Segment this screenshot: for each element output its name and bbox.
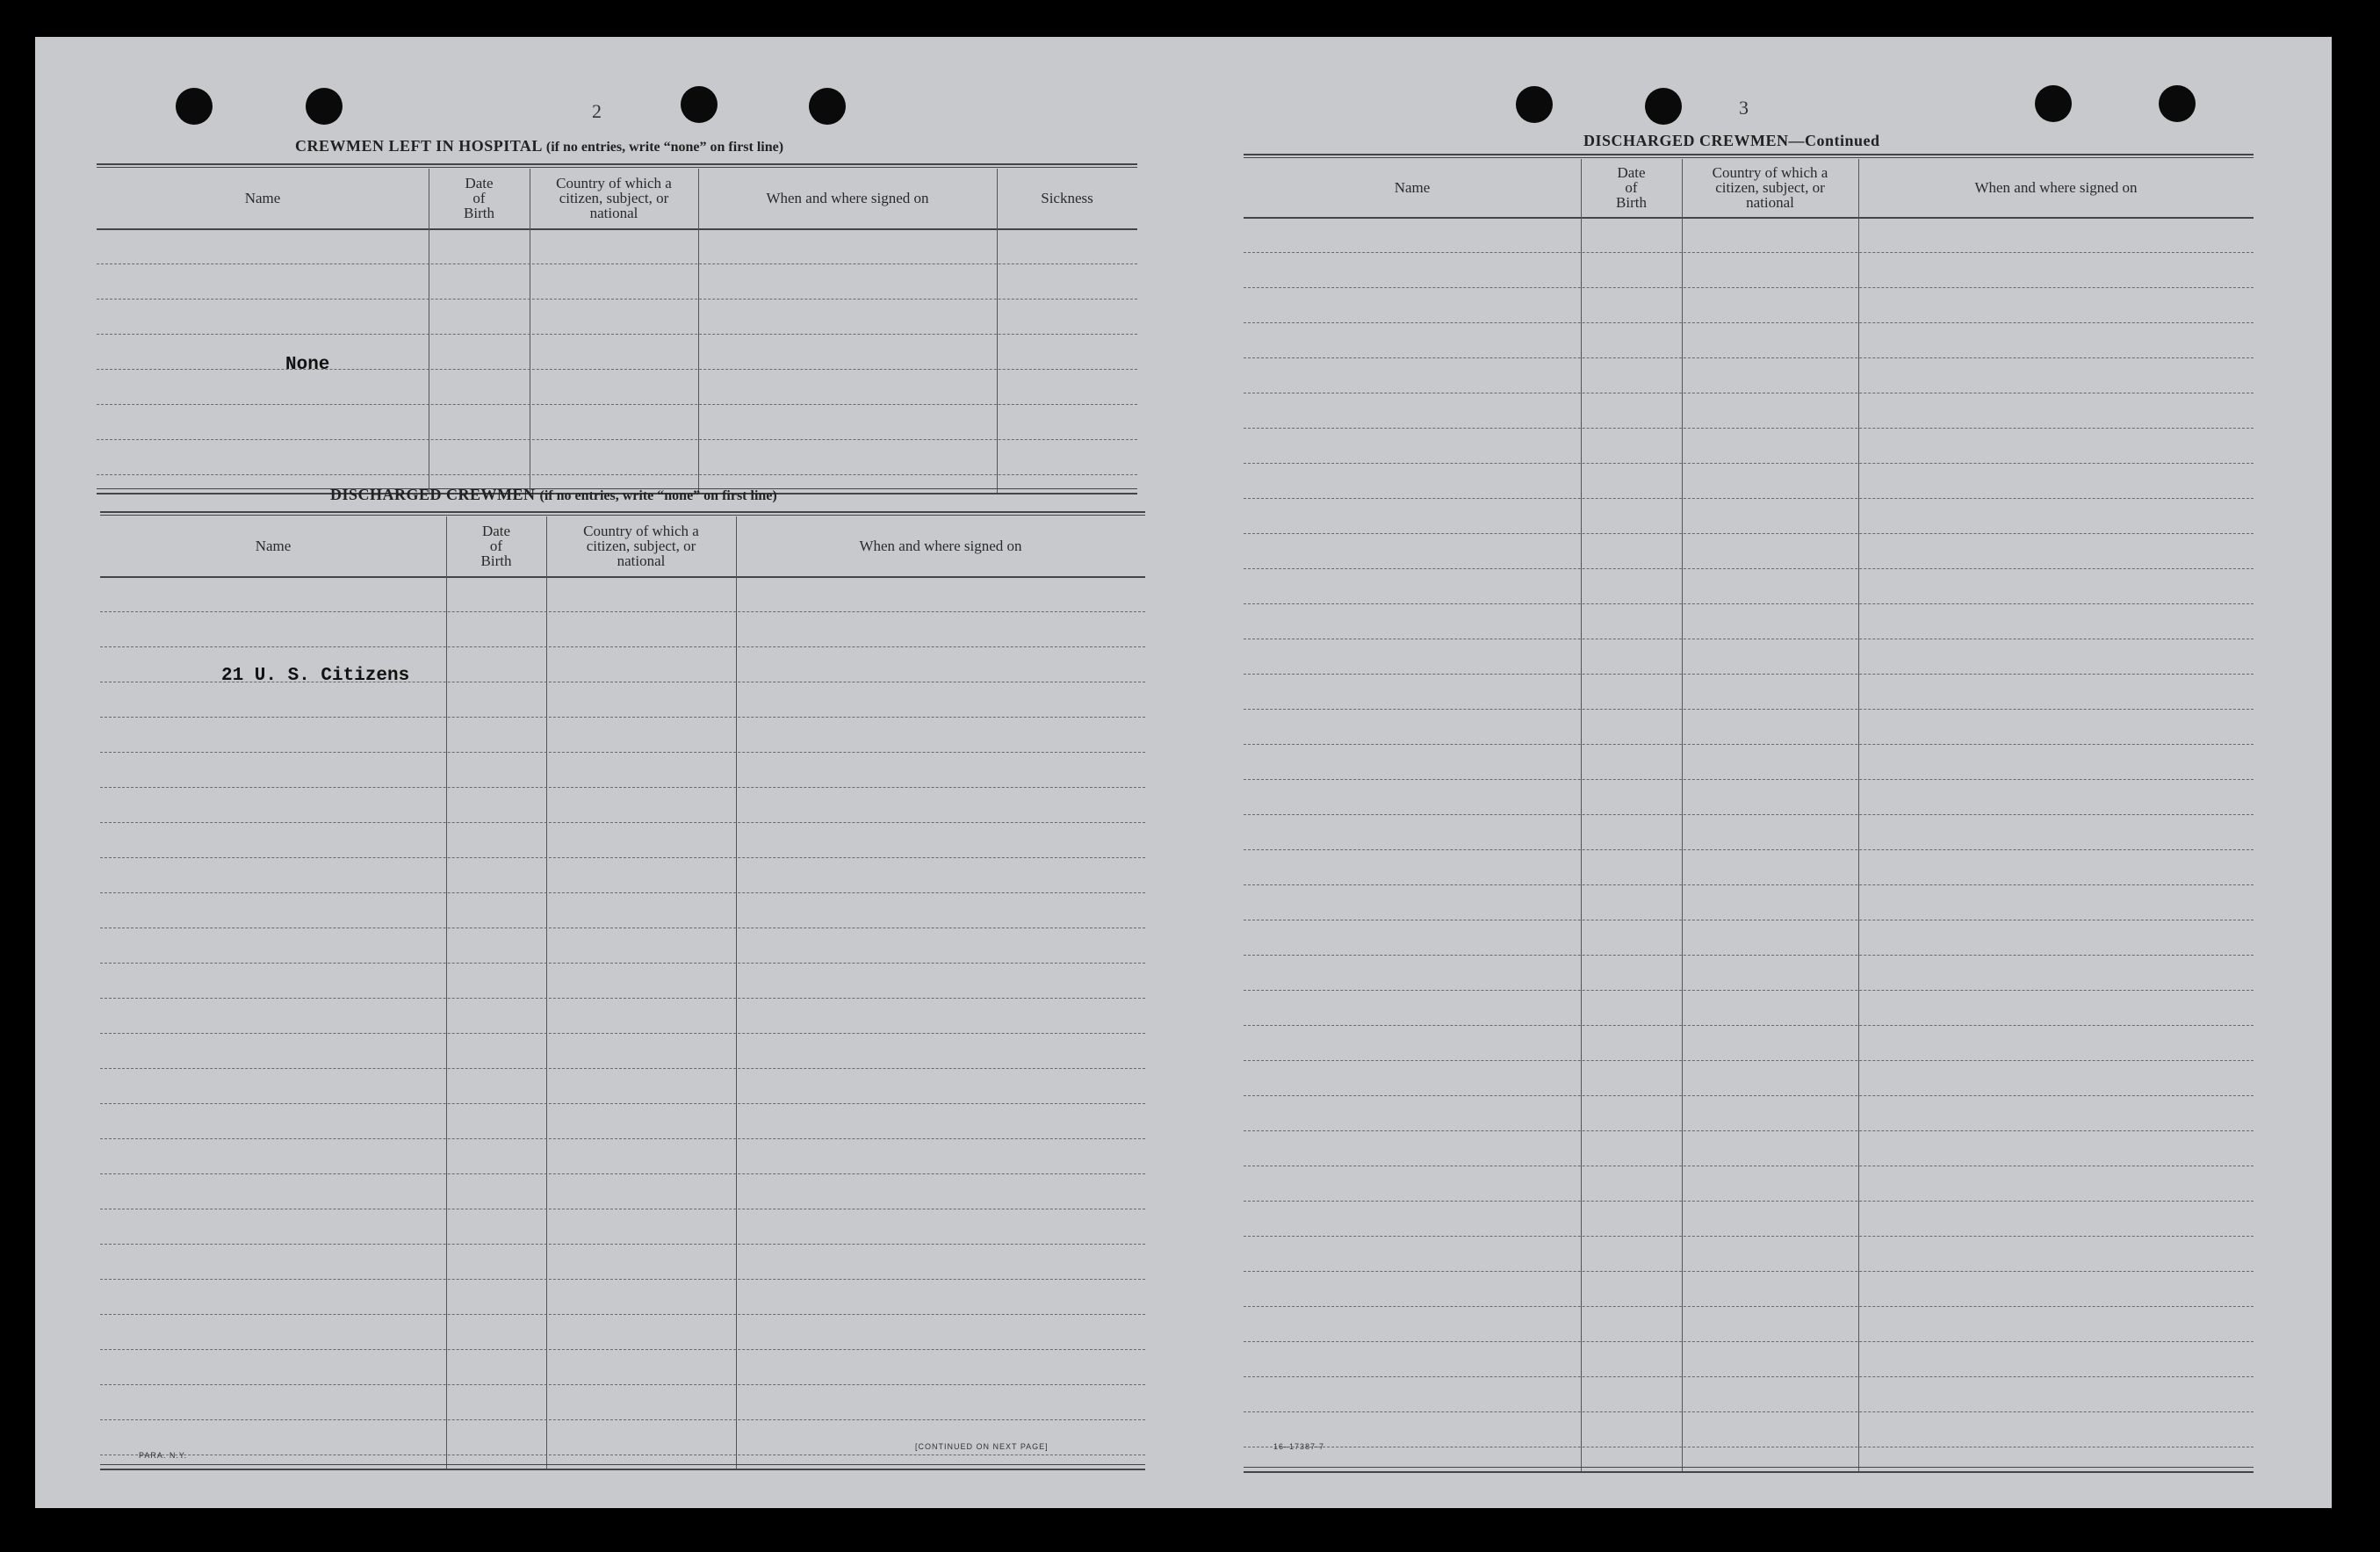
continued-title-text: DISCHARGED CREWMEN: [1583, 132, 1789, 149]
ruled-row: [1244, 744, 2254, 745]
ruled-row: [1244, 1025, 2254, 1026]
ruled-row: [1244, 1411, 2254, 1412]
ruled-row: [1244, 1376, 2254, 1377]
ruled-row: [100, 717, 1145, 718]
ruled-row: [100, 1068, 1145, 1069]
ruled-row: [97, 474, 1137, 475]
ruled-row: [1244, 1306, 2254, 1307]
table-bottom-rule: [100, 1464, 1145, 1465]
discharged-section-title: [330, 486, 777, 504]
column-divider: [698, 169, 699, 493]
manifest-sheet: [35, 37, 2332, 1508]
ruled-row: [1244, 1095, 2254, 1096]
name-entry: 21 U. S. Citizens: [221, 666, 410, 686]
column-header: Name: [244, 189, 281, 206]
ruled-row: [100, 611, 1145, 612]
column-header: Date of Birth: [1616, 163, 1647, 211]
ruled-row: [100, 1279, 1145, 1280]
ruled-row: [97, 334, 1137, 335]
ruled-row: [97, 439, 1137, 440]
ruled-row: [1244, 990, 2254, 991]
column-header: When and where signed on: [859, 537, 1022, 554]
column-header: Country of which a citizen, subject, or national: [1712, 163, 1828, 211]
ruled-row: [1244, 674, 2254, 675]
discharged-continued-title: [1583, 132, 1880, 150]
page-number-right: 3: [1739, 97, 1749, 119]
ruled-row: [1244, 955, 2254, 956]
punch-hole: [809, 88, 846, 125]
hospital-table: [97, 163, 1137, 493]
ruled-row: [1244, 1271, 2254, 1272]
hospital-title-text: CREWMEN LEFT IN HOSPITAL: [295, 137, 542, 155]
ruled-row: [100, 1033, 1145, 1034]
ruled-row: [1244, 428, 2254, 429]
column-header: Country of which a citizen, subject, or national: [556, 174, 672, 221]
table-header-rule: [1244, 217, 2254, 219]
column-header: Date of Birth: [480, 522, 512, 569]
punch-hole: [681, 86, 718, 123]
ruled-row: [100, 1419, 1145, 1420]
ruled-row: [100, 1314, 1145, 1315]
punch-hole: [2159, 85, 2196, 122]
ruled-row: [1244, 252, 2254, 253]
column-divider: [446, 516, 447, 1469]
column-header: When and where signed on: [1974, 178, 2138, 196]
ruled-row: [100, 1138, 1145, 1139]
column-divider: [1581, 159, 1582, 1471]
column-divider: [997, 169, 998, 493]
ruled-row: [100, 752, 1145, 753]
table-bottom-rule: [100, 1469, 1145, 1470]
column-header: Name: [255, 537, 292, 554]
ruled-row: [1244, 603, 2254, 604]
ruled-row: [97, 299, 1137, 300]
column-header: Name: [1394, 178, 1431, 196]
punch-hole: [176, 88, 213, 125]
ruled-row: [1244, 568, 2254, 569]
continued-note: [CONTINUED ON NEXT PAGE]: [915, 1442, 1049, 1451]
ruled-row: [1244, 709, 2254, 710]
column-header: Country of which a citizen, subject, or national: [583, 522, 699, 569]
discharged-title-text: DISCHARGED CREWMEN: [330, 486, 536, 503]
ruled-row: [100, 1384, 1145, 1385]
ruled-row: [1244, 498, 2254, 499]
punch-hole: [2035, 85, 2072, 122]
column-divider: [1682, 159, 1683, 1471]
ruled-row: [100, 857, 1145, 858]
column-divider: [736, 516, 737, 1469]
ruled-row: [97, 404, 1137, 405]
hospital-title-note: (if no entries, write “none” on first line): [545, 140, 784, 155]
ruled-row: [1244, 849, 2254, 850]
ruled-row: [1244, 1236, 2254, 1237]
ruled-row: [100, 1349, 1145, 1350]
table-bottom-rule: [1244, 1467, 2254, 1468]
punch-hole: [1516, 86, 1553, 123]
ruled-row: [1244, 1341, 2254, 1342]
ruled-row: [100, 1173, 1145, 1174]
table-header-rule: [100, 576, 1145, 578]
continued-title-suffix: —Continued: [1788, 132, 1880, 149]
ruled-row: [1244, 1060, 2254, 1061]
column-divider: [1858, 159, 1859, 1471]
column-header: Date of Birth: [464, 174, 494, 221]
ruled-row: [97, 369, 1137, 370]
ruled-row: [100, 998, 1145, 999]
ruled-row: [97, 263, 1137, 264]
ruled-row: [1244, 1130, 2254, 1131]
ruled-row: [100, 787, 1145, 788]
discharged-title-note: (if no entries, write “none” on first line): [539, 488, 777, 503]
punch-hole: [306, 88, 343, 125]
ruled-row: [1244, 779, 2254, 780]
discharged-continued-table: [1244, 154, 2254, 1471]
ruled-row: [100, 1244, 1145, 1245]
printer-mark: PARA. N.Y.: [139, 1451, 188, 1460]
column-header: Sickness: [1041, 189, 1093, 206]
hospital-section-title: [295, 137, 783, 155]
form-number: 16–17387-7: [1273, 1442, 1325, 1451]
column-header: When and where signed on: [766, 189, 929, 206]
name-entry: None: [285, 355, 330, 375]
ruled-row: [100, 963, 1145, 964]
ruled-row: [1244, 322, 2254, 323]
page-number-left: 2: [592, 100, 602, 122]
ruled-row: [1244, 1201, 2254, 1202]
ruled-row: [100, 646, 1145, 647]
table-bottom-rule: [1244, 1471, 2254, 1473]
table-header-rule: [97, 228, 1137, 230]
ruled-row: [1244, 814, 2254, 815]
ruled-row: [100, 892, 1145, 893]
punch-hole: [1645, 88, 1682, 125]
ruled-row: [100, 1103, 1145, 1104]
discharged-table: [100, 511, 1145, 1469]
ruled-row: [1244, 287, 2254, 288]
column-divider: [546, 516, 547, 1469]
ruled-row: [1244, 533, 2254, 534]
ruled-row: [1244, 884, 2254, 885]
ruled-row: [100, 822, 1145, 823]
ruled-row: [1244, 357, 2254, 358]
ruled-row: [1244, 463, 2254, 464]
